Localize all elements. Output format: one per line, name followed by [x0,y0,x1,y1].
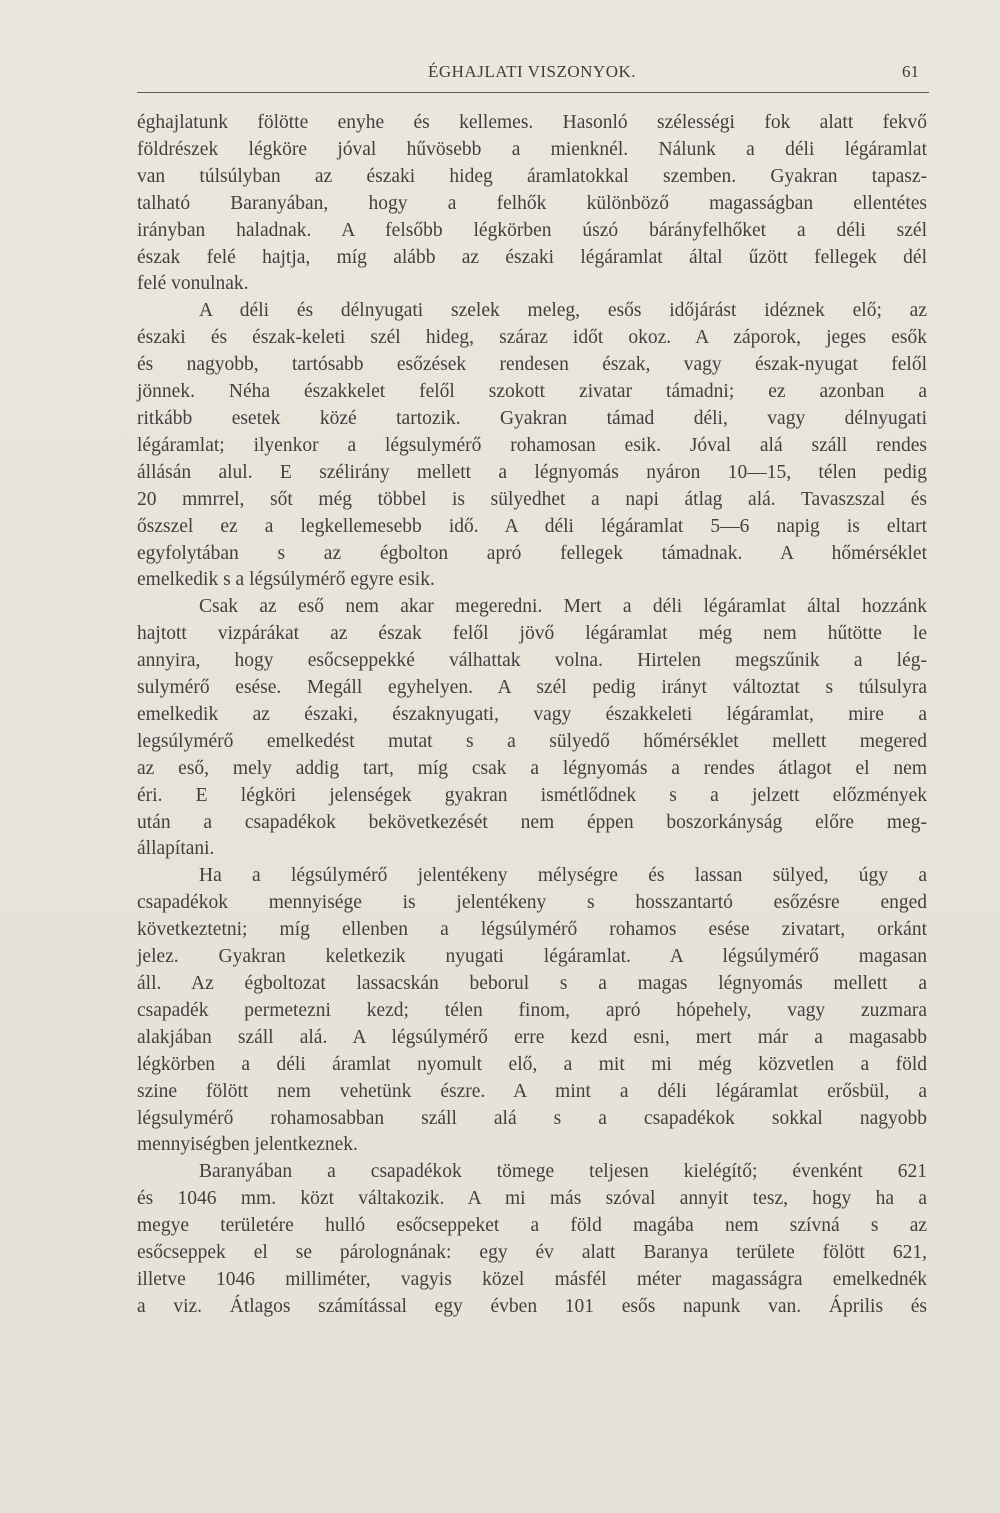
text-line: egyfolytában s az égbolton apró fellegek támadnak. A hőmérséklet [137,542,927,564]
text-line: következtetni; míg ellenben a légsúlymérő rohamos esése zivatart, orkánt [137,919,927,941]
running-title: ÉGHAJLATI VISZONYOK. [427,62,636,81]
text-line: alakjában száll alá. A légsúlymérő erre kezd esni, mert már a magasabb [137,1026,927,1048]
text-line: esőcseppek el se párolognának: egy év alatt Baranya területe fölött 621, [137,1242,927,1264]
page-number: 61 [902,62,919,81]
text-line: az eső, mely addig tart, míg csak a légnyomás a rendes átlagot el nem [137,757,927,779]
page-header [137,56,927,90]
text-line: emelkedik az északi, északnyugati, vagy északkeleti légáramlat, mire a [137,703,927,725]
text-line: a viz. Átlagos számítással egy évben 101 esős napunk van. Április és [137,1295,927,1317]
text-line: szine fölött nem vehetünk észre. A mint a déli légáramlat erősbül, a [137,1080,927,1102]
text-line: irányban haladnak. A felsőbb légkörben úszó bárányfelhőket a déli szél [137,219,927,241]
body-text [137,110,927,1321]
text-line: legsúlymérő emelkedést mutat s a sülyedő hőmérséklet mellett megered [137,730,927,752]
text-line: légsulymérő rohamosabban száll alá s a csapadékok sokkal nagyobb [137,1107,927,1129]
text-line: légáramlat; ilyenkor a légsulymérő rohamosan esik. Jóval alá száll rendes [137,434,927,456]
text-line: Ha a légsúlymérő jelentékeny mélységre és lassan sülyed, úgy a [199,865,927,887]
text-line: észak felé hajtja, míg alább az északi légáramlat által űzött fellegek dél [137,246,927,268]
text-line: állapítani. [137,838,215,860]
text-line: jelez. Gyakran keletkezik nyugati légáramlat. A légsúlymérő magasan [137,946,927,968]
text-line: éghajlatunk fölötte enyhe és kellemes. Hasonló szélességi fok alatt fekvő [137,112,927,133]
text-line: mennyiségben jelentkeznek. [137,1134,358,1156]
text-line: ritkább esetek közé tartozik. Gyakran támad déli, vagy délnyugati [137,407,927,429]
text-line: felé vonulnak. [137,273,249,295]
text-line: és 1046 mm. közt váltakozik. A mi más szóval annyit tesz, hogy ha a [137,1188,927,1210]
text-line: Csak az eső nem akar megeredni. Mert a déli légáramlat által hozzánk [199,596,927,618]
text-line: A déli és délnyugati szelek meleg, esős időjárást idéznek elő; az [199,300,927,322]
text-line: emelkedik s a légsúlymérő egyre esik. [137,569,435,591]
text-line: Baranyában a csapadékok tömege teljesen kielégítő; évenként 621 [199,1161,927,1183]
text-line: csapadék permetezni kezd; télen finom, apró hópehely, vagy zuzmara [137,999,927,1021]
text-line: után a csapadékok bekövetkezését nem éppen boszorkányság előre meg- [137,811,927,833]
header-rule [137,92,929,93]
text-line: sulymérő esése. Megáll egyhelyen. A szél pedig irányt változtat s túlsulyra [137,677,927,699]
text-line: és nagyobb, tartósabb esőzések rendesen észak, vagy észak-nyugat felől [137,354,927,376]
text-line: légkörben a déli áramlat nyomult elő, a mit mi még közvetlen a föld [137,1053,927,1075]
text-line: megye területére hulló esőcseppeket a föld magába nem szívná s az [137,1215,927,1237]
text-line: jönnek. Néha északkelet felől szokott zivatar támadni; ez azonban a [137,381,927,403]
text-line: állásán alul. E szélirány mellett a légnyomás nyáron 10—15, télen pedig [137,461,927,483]
text-line: talható Baranyában, hogy a felhők különböző magasságban ellentétes [137,192,927,214]
text-line: van túlsúlyban az északi hideg áramlatokkal szemben. Gyakran tapasz- [137,165,927,187]
text-line: őszszel ez a legkellemesebb idő. A déli légáramlat 5—6 napig is eltart [137,515,927,537]
text-line: 20 mmrrel, sőt még többel is sülyedhet a napi átlag alá. Tavaszszal és [137,488,927,510]
text-line: északi és észak-keleti szél hideg, száraz időt okoz. A záporok, jeges esők [137,327,927,349]
text-line: csapadékok mennyisége is jelentékeny s hosszantartó esőzésre enged [137,892,927,914]
text-line: annyira, hogy esőcseppekké válhattak volna. Hirtelen megszűnik a lég- [137,650,927,672]
text-line: illetve 1046 milliméter, vagyis közel másfél méter magasságra emelkednék [137,1268,927,1290]
text-line: áll. Az égboltozat lassacskán beborul s a magas légnyomás mellett a [137,973,927,994]
text-line: éri. E légköri jelenségek gyakran ismétlődnek s a jelzett előzmények [137,784,927,806]
text-line: földrészek légköre jóval hűvösebb a mienknél. Nálunk a déli légáramlat [137,138,927,160]
text-line: hajtott vizpárákat az észak felől jövő légáramlat még nem hűtötte le [137,623,927,645]
